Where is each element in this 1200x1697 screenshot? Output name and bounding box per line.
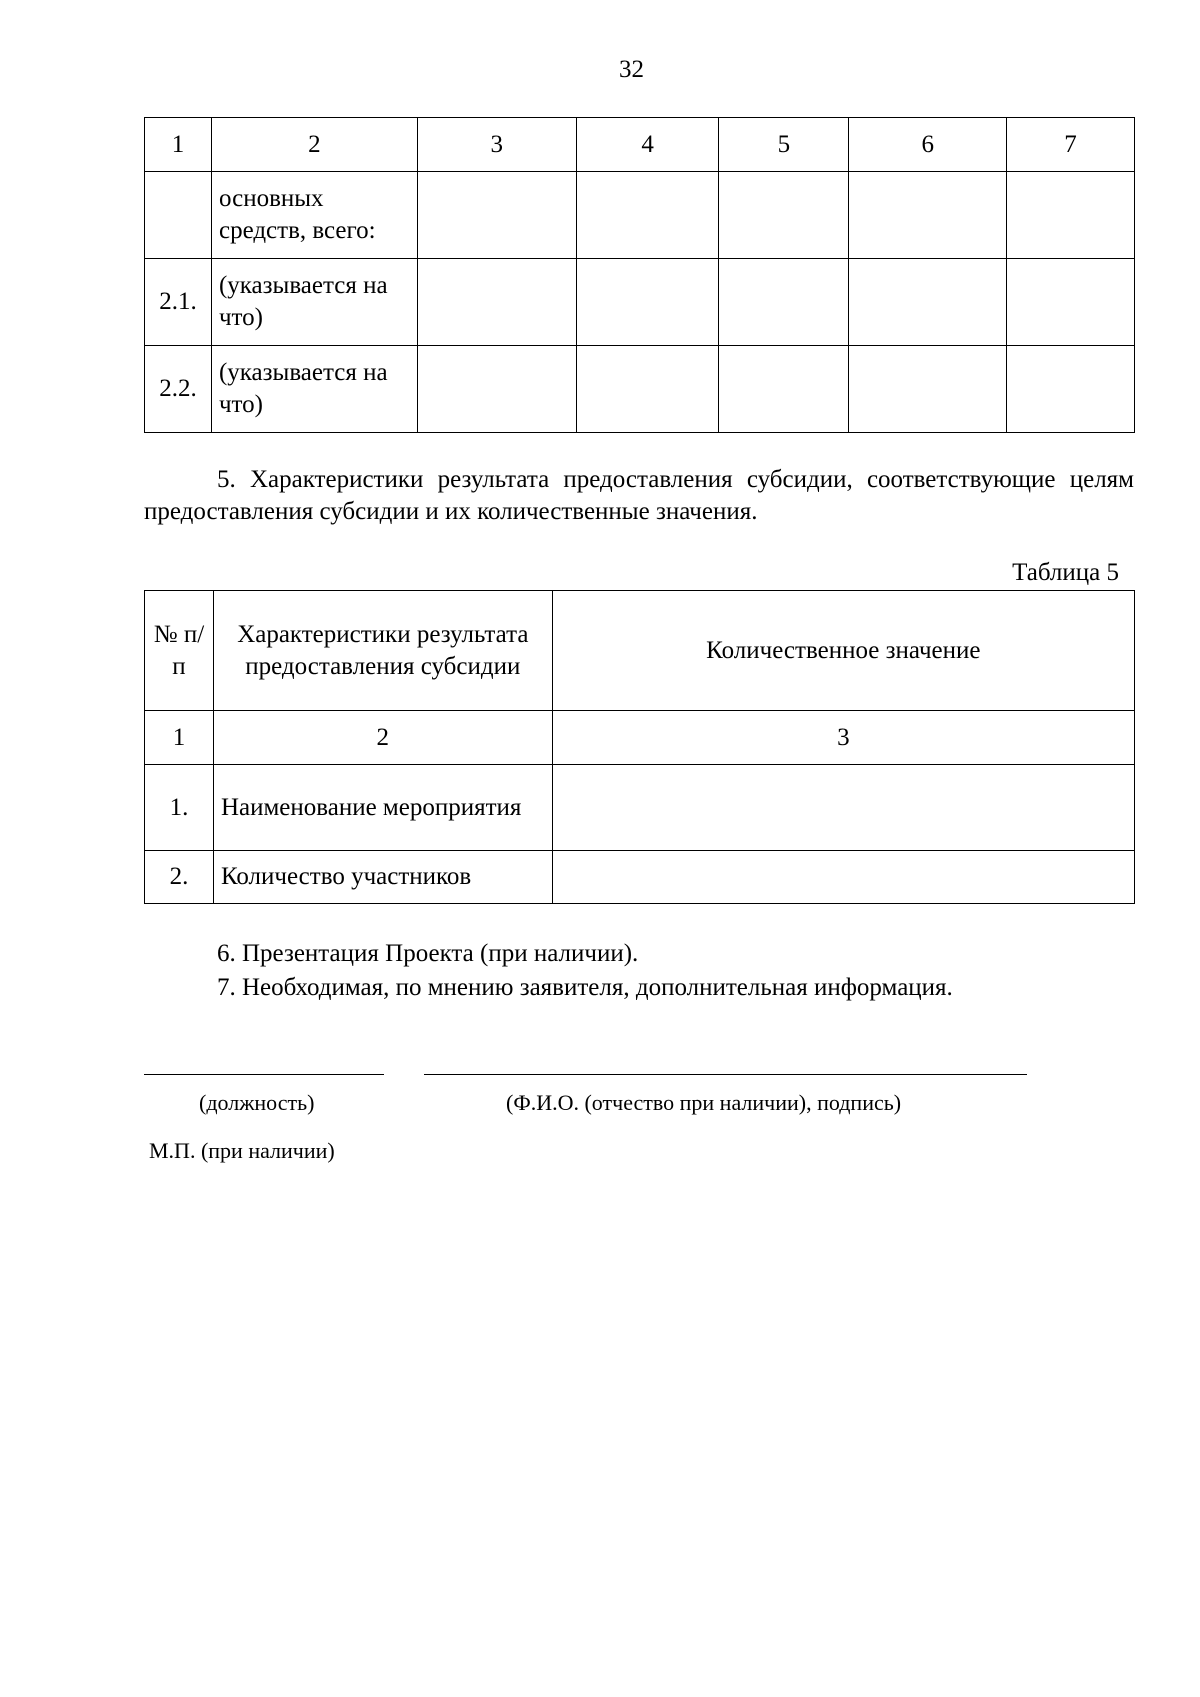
row-name: Количество участников — [213, 851, 552, 904]
name-signature-line — [424, 1074, 1027, 1075]
row-number: 1. — [145, 765, 214, 851]
header-cell: 2 — [211, 118, 417, 172]
empty-cell — [576, 346, 719, 433]
numbering-cell: 3 — [552, 711, 1134, 765]
table-row — [145, 851, 1135, 904]
header-quantity: Количественное значение — [552, 591, 1134, 711]
empty-cell — [719, 172, 849, 259]
empty-cell — [1007, 346, 1135, 433]
table-row — [145, 765, 1135, 851]
empty-cell — [849, 259, 1007, 346]
table-row — [145, 259, 1135, 346]
empty-cell — [417, 259, 576, 346]
section-6-text: 6. Презентация Проекта (при наличии). — [217, 940, 639, 967]
table-header-row — [145, 591, 1135, 711]
table-numbering-row — [145, 711, 1135, 765]
header-number: № п/п — [145, 591, 214, 711]
empty-cell — [1007, 172, 1135, 259]
row-value — [552, 765, 1134, 851]
header-cell: 5 — [719, 118, 849, 172]
row-description: (указывается на что) — [211, 259, 417, 346]
row-description: (указывается на что) — [211, 346, 417, 433]
row-value — [552, 851, 1134, 904]
row-number — [145, 172, 212, 259]
page-number: 32 — [619, 56, 644, 83]
header-cell: 4 — [576, 118, 719, 172]
empty-cell — [849, 346, 1007, 433]
empty-cell — [1007, 259, 1135, 346]
section-5-text: 5. Характеристики результата предоставления субсидии, соответствующие целям предоставления субсидии и их количественные значения. — [144, 466, 1134, 525]
row-number: 2.2. — [145, 346, 212, 433]
stamp-label: М.П. (при наличии) — [149, 1138, 335, 1163]
row-name: Наименование мероприятия — [213, 765, 552, 851]
header-cell: 1 — [145, 118, 212, 172]
row-description: основных средств, всего: — [211, 172, 417, 259]
empty-cell — [719, 346, 849, 433]
expenses-table-continuation — [144, 117, 1135, 433]
empty-cell — [719, 259, 849, 346]
empty-cell — [576, 259, 719, 346]
table-5-caption: Таблица 5 — [1012, 559, 1119, 586]
empty-cell — [417, 172, 576, 259]
row-number: 2.1. — [145, 259, 212, 346]
numbering-cell: 2 — [213, 711, 552, 765]
table-header-row — [145, 118, 1135, 172]
header-cell: 7 — [1007, 118, 1135, 172]
empty-cell — [849, 172, 1007, 259]
header-characteristics: Характеристики результата предоставления субсидии — [213, 591, 552, 711]
position-signature-line — [144, 1074, 384, 1075]
numbering-cell: 1 — [145, 711, 214, 765]
header-cell: 3 — [417, 118, 576, 172]
result-characteristics-table — [144, 590, 1135, 904]
header-cell: 6 — [849, 118, 1007, 172]
empty-cell — [417, 346, 576, 433]
row-number: 2. — [145, 851, 214, 904]
name-label: (Ф.И.О. (отчество при наличии), подпись) — [506, 1090, 902, 1115]
section-7-text: 7. Необходимая, по мнению заявителя, дополнительная информация. — [217, 974, 953, 1001]
empty-cell — [576, 172, 719, 259]
position-label: (должность) — [199, 1090, 315, 1115]
table-row — [145, 172, 1135, 259]
table-row — [145, 346, 1135, 433]
